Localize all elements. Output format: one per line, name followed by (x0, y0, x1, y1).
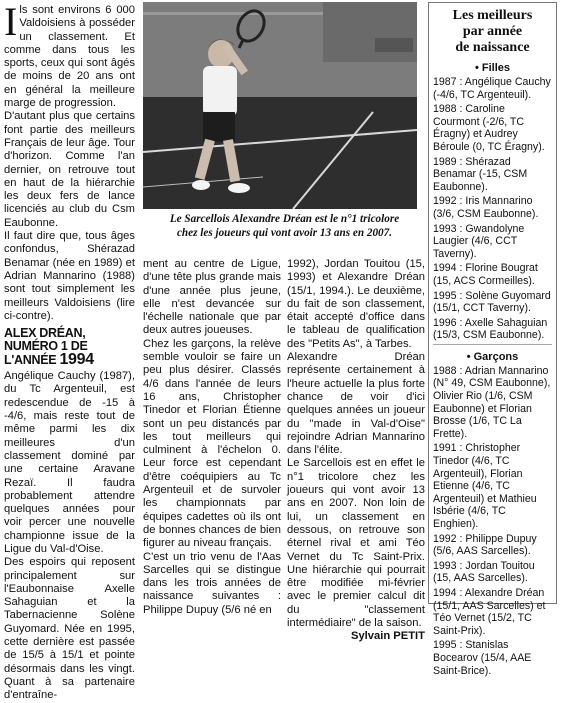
girls-entry: 1987 : Angélique Cauchy (-4/6, TC Argenteuil). (433, 76, 551, 101)
byline-container (287, 630, 425, 643)
article-lead: ls sont environs 6 000 Valdoisiens à posséder un classement. Et comme dans tous les sports, ceux qui sont âgés de moins de 20 ans ont en général la meilleure marge de progression. D'autant plus que certains font partie des meilleurs Français de leur âge. Tour d'horizon. Comme l'an dernier, on retrouve tout en haut de la hiérarchie les deux fers de lance licenciés au club du Csm Eaubonne. Il faut dire que, tous âges confondus, Shérazad Benamar (née en 1989) et Adrian Mannarino (1988) sont tout simplement les meilleurs Valdoisiens (lire ci-contre). (4, 4, 135, 322)
boys-entry: 1993 : Jordan Touitou (15, AAS Sarcelles). (433, 559, 535, 585)
article-subhead (4, 327, 135, 367)
girls-entry: 1989 : Shérazad Benamar (-15, CSM Eaubonne). (433, 155, 528, 193)
byline: Sylvain PETIT (351, 630, 425, 643)
article-column-1 (4, 0, 135, 703)
girls-entry: 1993 : Gwandolyne Laugier (4/6, CCT Taverny). (433, 222, 525, 260)
boys-entry: 1995 : Stanislas Bocearov (15/4, AAE Saint-Brice). (433, 639, 532, 677)
boys-entry: 1988 : Adrian Mannarino (N° 49, CSM Eaubonne), Olivier Rio (1/6, CSM Eaubonne) et Florian Brosse (1/6, TC La Frette). (433, 364, 551, 440)
sidebar-title: Les meilleurs par année de naissance (452, 8, 533, 55)
article-body-col1: Angélique Cauchy (1987), du Tc Argenteuil, est redescendue de -15 à -4/6, mais reste tout de même parmi les dix meilleures d'un classement dominé par une certaine Aravane Rezaï. Il faudra probablement attendre quelques années pour voir percer une nouvelle championne issue de la Ligue du Val-d'Oise. Des espoirs qui reposent principalement sur l'Eaubonnaise Axelle Sahaguian et la Tabernacienne Solène Guyomard. Née en 1995, cette dernière est passée de 15/5 à 15/1 et pointe désormais dans les vingt. Quant à sa partenaire d'entraîne- (4, 370, 135, 702)
girls-list (433, 76, 552, 342)
boys-list (433, 365, 552, 677)
girls-heading: • Filles (474, 62, 511, 74)
article-body-col3: 1992), Jordan Touitou (15, 1993) et Alexandre Dréan (15/1, 1994.). Le deuxième, du fait de son classement, était accepté d'office dans le tableau de qualification des "Petits As", à Tarbes. Alexandre Dréan représente certainement à l'heure actuelle la plus forte chance de voir d'ici quelques années un joueur du "made in Val-d'Oise" rejoindre Adrian Mannarino dans l'élite. Le Sarcellois est en effet le n°1 tricolore chez les joueurs qui vont avoir 13 ans en 2007. Non loin de lui, un classement en dessous, on retrouve son éternel rival et ami Téo Vernet du Tc Saint-Prix. Une hiérarchie qui pourrait être modifiée mi-février avec le premier calcul dit du "classement intermédiaire" de la saison. (287, 258, 425, 630)
subhead-year: 1994 (59, 351, 94, 369)
girls-entry: 1988 : Caroline Courmont (-2/6, TC Éragny) et Audrey Béroule (0, TC Éragny). (433, 103, 545, 153)
rankings-sidebar (428, 2, 557, 677)
photo-caption: Le Sarcellois Alexandre Dréan est le n°1 tricolore chez les joueurs qui vont avoir 13 ans en 2007. (169, 213, 400, 239)
boys-entry: 1992 : Philippe Dupuy (5/6, AAS Sarcelles). (433, 532, 537, 558)
boys-heading: • Garçons (466, 350, 519, 363)
tennis-player-illustration (143, 2, 417, 209)
article-column-3 (287, 258, 425, 644)
girls-entry: 1992 : Iris Mannarino (3/6, CSM Eaubonne). (433, 195, 539, 220)
girls-entry: 1996 : Axelle Sahaguian (15/3, CSM Eaubonne). (433, 316, 548, 342)
girls-entry: 1994 : Florine Bougrat (15, ACS Cormeilles). (433, 262, 538, 287)
article-column-2 (143, 258, 281, 617)
boys-entry: 1991 : Christopher Tinedor (4/6, TC Argenteuil), Florian Etienne (4/6, TC Argenteuil) et Mathieu Isbérie (4/6, TC Enghien). (433, 442, 537, 530)
boys-entry: 1994 : Alexandre Dréan (15/1, AAS Sarcelles) et Téo Vernet (15/2, TC Saint-Prix). (433, 586, 546, 637)
girls-entry: 1995 : Solène Guyomard (15/1, CCT Taverny). (433, 289, 551, 315)
sidebar-divider (433, 344, 552, 345)
article-body-col2: ment au centre de Ligue, d'une tête plus grande mais d'une année plus jeune, elle n'est devancée sur l'échelle nationale que par deux autres joueuses. Chez les garçons, la relève semble vouloir se faire un peu plus désirer. Classés 4/6 dans l'année de leurs 16 ans, Christopher Tinedor et Florian Étienne sont un peu distancés par les tout meilleurs qui culminent à l'échelon 0. Leur force est cependant d'être coéquipiers au Tc Argenteuil et de survoler les championnats par équipes cadettes où ils ont de bonnes chances de bien figurer au niveau français. C'est un trio venu de l'Aas Sarcelles qui se distingue dans les trois années de naissance suivantes : Philippe Dupuy (5/6 né en (143, 258, 281, 616)
subhead-text: ALEX DRÉAN, NUMÉRO 1 DE L'ANNÉE (4, 326, 88, 368)
drop-cap: I (4, 0, 18, 44)
tennis-photo (143, 2, 417, 209)
